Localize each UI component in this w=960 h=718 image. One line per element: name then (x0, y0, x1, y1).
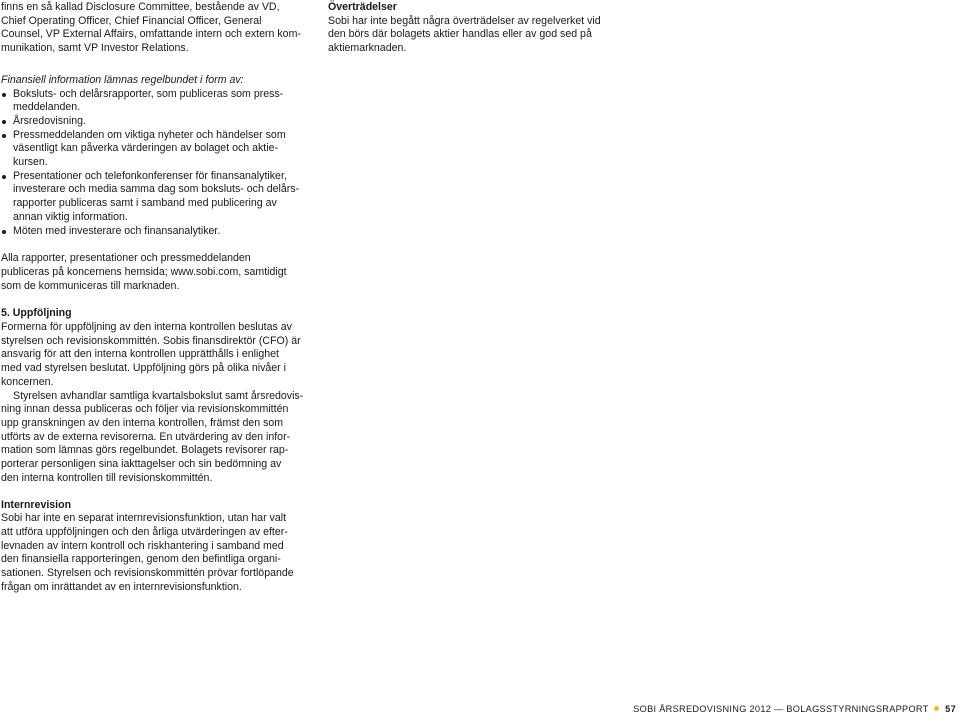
intro-paragraph: finns en så kallad Disclosure Committee, bestående av VD, Chief Operating Officer, Chief Financial Officer, General Counsel, VP External Affairs, omfattande intern och extern kom- munikation, samt VP Investor Relations. (1, 1, 301, 55)
left-column (1, 1, 307, 594)
list-item: Årsredovisning. (1, 115, 307, 129)
followup-heading: 5. Uppföljning (1, 307, 72, 320)
page-footer (633, 703, 956, 715)
page-dot-icon (934, 706, 939, 711)
list-item: Boksluts- och delårsrapporter, som publiceras som press- meddelanden. (1, 88, 307, 115)
footer-separator: — (774, 704, 784, 714)
list-item: Möten med investerare och finansanalytiker. (1, 225, 307, 239)
internal-audit-paragraph: Sobi har inte en separat internrevisionsfunktion, utan har valt att utföra uppföljningen och den årliga utvärderingen av efter- levnaden av intern kontroll och riskhantering i samband med den finansiella rapporteringen, genom den befintliga organi- sationen. Styrelsen och revisionskommittén prövar fortlöpande frågan om inrättandet av en internrevisionsfunktion. (1, 512, 294, 593)
bullet-icon (2, 175, 6, 179)
list-item: Pressmeddelanden om viktiga nyheter och händelser som väsentligt kan påverka värderingen av bolaget och aktie- kursen. (1, 129, 307, 170)
financial-info-heading: Finansiell information lämnas regelbundet i form av: (1, 73, 244, 86)
reports-paragraph: Alla rapporter, presentationer och pressmeddelanden publiceras på koncernens hemsida; www.sobi.com, samtidigt som de kommuniceras till marknaden. (1, 252, 287, 292)
bullet-icon (2, 93, 6, 97)
followup-paragraph-2: Styrelsen avhandlar samtliga kvartalsbokslut samt årsredovis- ning innan dessa publiceras och följer via revisionskommittén upp granskningen av den interna kontrollen, främst den som utförts av de externa revisorerna. En utvärdering av den infor- mation som lämnas görs regelbundet. Bolagets revisorer rap- porterar personligen sina iakttagelser och sin bedömning av den interna kontrollen till revisionskommittén. (1, 389, 304, 484)
bullet-icon (2, 120, 6, 124)
violations-paragraph: Sobi har inte begått några överträdelser av regelverket vid den börs där bolagets aktier handlas eller av god sed på aktiemarknaden. (328, 14, 601, 55)
violations-heading: Överträdelser (328, 1, 397, 13)
internal-audit-heading: Internrevision (1, 498, 72, 511)
financial-info-list (1, 88, 307, 239)
footer-report-title: SOBI ÅRSREDOVISNING 2012 (633, 704, 772, 714)
bullet-icon (2, 230, 6, 234)
page-number: 57 (945, 704, 956, 714)
right-column (328, 1, 618, 56)
list-item: Presentationer och telefonkonferenser för finansanalytiker, investerare och media samma dag som boksluts- och delårs- rapporter publiceras samt i samband med publicering av annan viktig information. (1, 170, 307, 225)
footer-section: BOLAGSSTYRNINGSRAPPORT (786, 704, 929, 714)
followup-paragraph-1: Formerna för uppföljning av den interna kontrollen beslutas av styrelsen och revisionskommittén. Sobis finansdirektör (CFO) är ansvarig för att den interna kontrollen upprätthålls i enlighet med vad styrelsen beslutat. Uppföljning görs på olika nivåer i koncernen. (1, 321, 301, 388)
bullet-icon (2, 134, 6, 138)
